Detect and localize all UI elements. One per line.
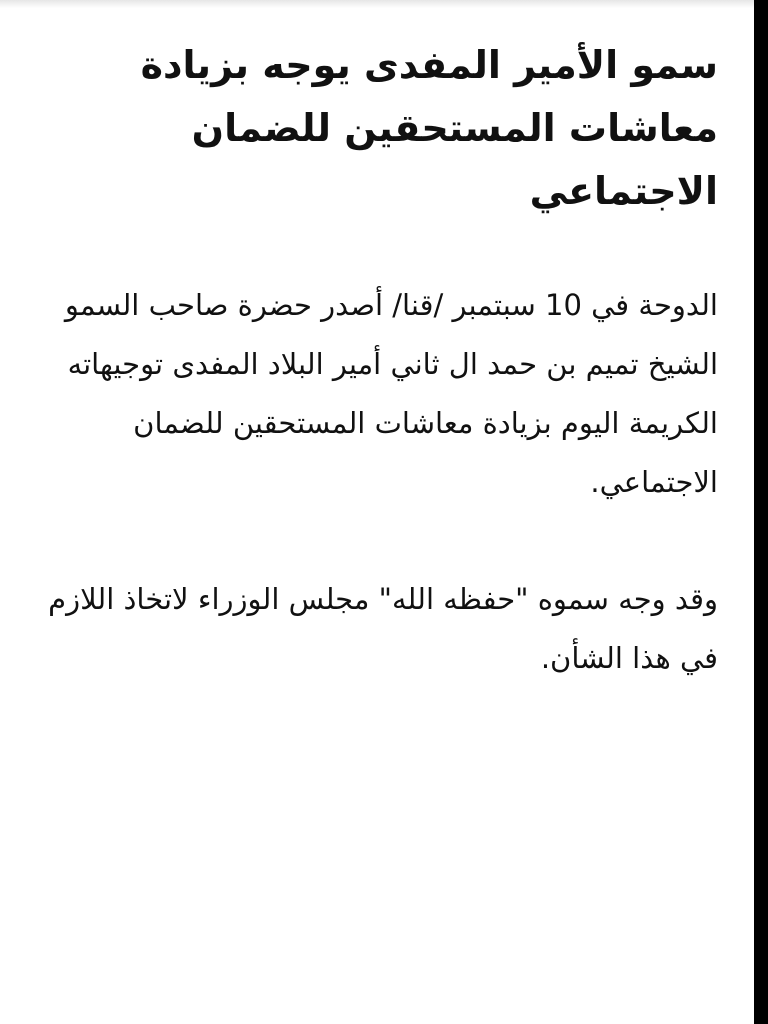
- article-paragraph-1: الدوحة في 10 سبتمبر /قنا/ أصدر حضرة صاحب السمو الشيخ تميم بن حمد ال ثاني أمير البلاد المفدى توجيهاته الكريمة اليوم بزيادة معاشات المستحقين للضمان الاجتماعي.: [64, 288, 718, 499]
- article-paragraph-2: وقد وجه سموه "حفظه الله" مجلس الوزراء لاتخاذ اللازم في هذا الشأن.: [48, 582, 718, 675]
- screen-edge: [754, 0, 768, 1024]
- top-divider: [0, 0, 754, 8]
- article-headline: سمو الأمير المفدى يوجه بزيادة معاشات المستحقين للضمان الاجتماعي: [140, 43, 718, 213]
